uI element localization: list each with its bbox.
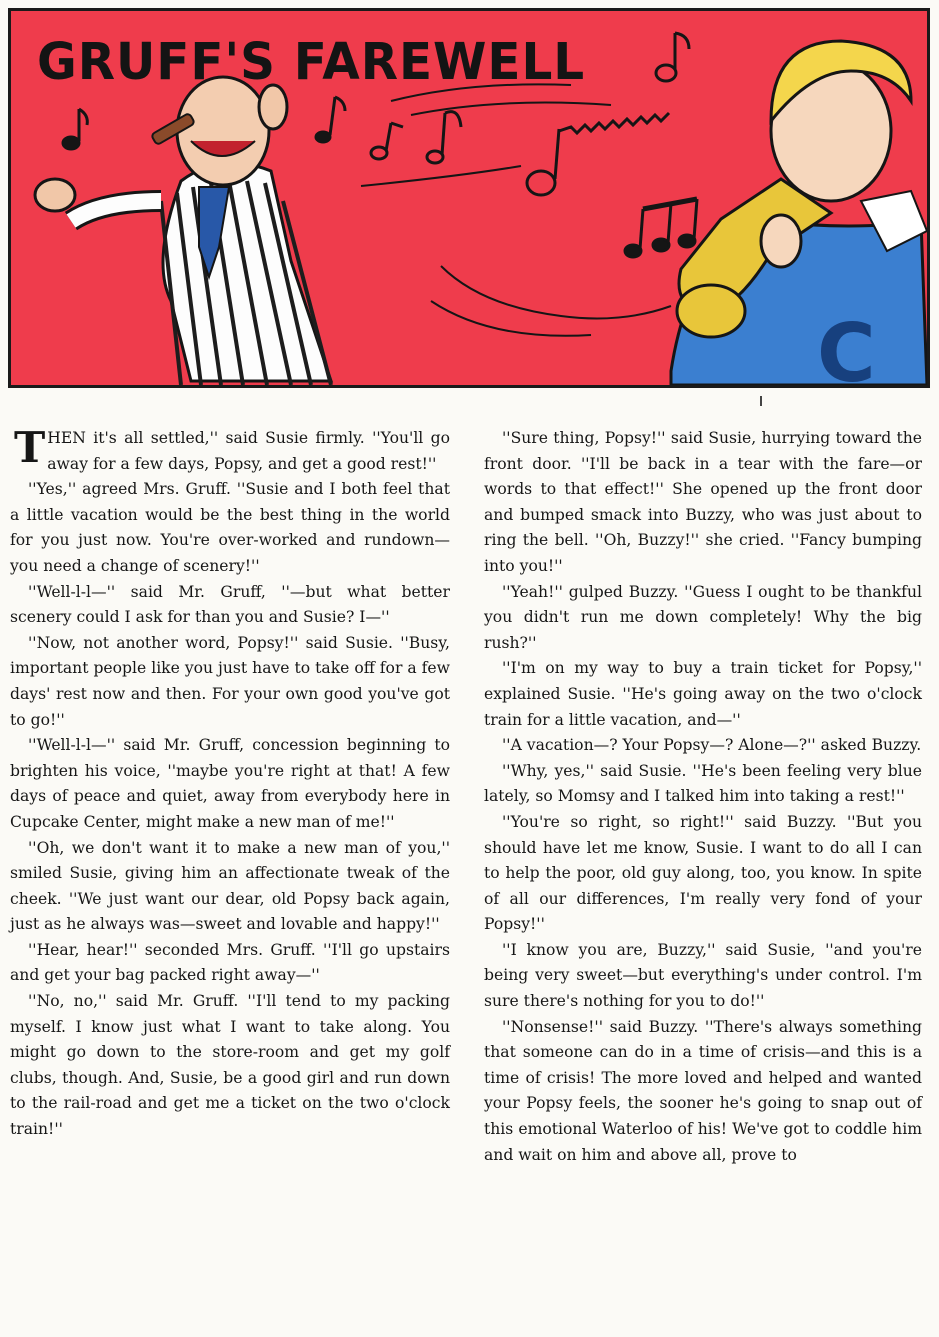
paragraph: ''Nonsense!'' said Buzzy. ''There's always something that someone can do in a time of crisis—and this is a time of crisis! The more loved and helped and wanted your Popsy feels, the sooner he's going to snap out of this emotional Waterloo of his! We've got to coddle him and wait on him and above all, prove to [484,1017,922,1164]
paragraph: ''Well-l-l—'' said Mr. Gruff, concession beginning to brighten his voice, ''maybe you're right at that! A few days of peace and quiet, away from everybody here in Cupcake Center, might make a new man of me!'' [10,736,450,831]
svg-text:C: C [817,307,876,385]
paragraph: THEN it's all settled,'' said Susie firmly. ''You'll go away for a few days, Popsy, and get a good rest!'' [14,423,450,473]
drop-cap: T [14,423,46,472]
music-note-icon [315,97,345,143]
music-note-icon [527,113,669,195]
story-text [0,423,939,1331]
music-note-icon [371,123,403,159]
page-mark [760,396,762,406]
paragraph: ''Yes,'' agreed Mrs. Gruff. ''Susie and I both feel that a little vacation would be the best thing in the world for you just now. You're over-worked and rundown—you need a change of scenery!'' [10,480,450,575]
paragraph: ''A vacation—? Your Popsy—? Alone—?'' asked Buzzy. [502,736,922,755]
buzzy-figure [671,41,927,385]
paragraph: ''Sure thing, Popsy!'' said Susie, hurrying toward the front door. ''I'll be back in a tear with the fare—or words to that effect!'' She opened up the front door and bumped smack into Buzzy, who was just about to ring the bell. ''Oh, Buzzy!'' she cried. ''Fancy bumping into you!'' [484,429,922,575]
paragraph: ''Hear, hear!'' seconded Mrs. Gruff. ''I'll go upstairs and get your bag packed right away—'' [10,940,450,985]
paragraph: ''Well-l-l—'' said Mr. Gruff, ''—but what better scenery could I ask for than you and Susie? I—'' [10,582,450,627]
paragraph: ''Why, yes,'' said Susie. ''He's been feeling very blue lately, so Momsy and I talked him into taking a rest!'' [484,761,922,806]
story-title: GRUFF'S FAREWELL [37,33,586,92]
paragraph: ''Now, not another word, Popsy!'' said Susie. ''Busy, important people like you just have to take off for a few days' rest now and then. For your own good you've got to go!'' [10,633,450,729]
text-column-right [484,426,922,1168]
music-note-icon [62,109,87,150]
paragraph: ''You're so right, so right!'' said Buzzy. ''But you should have let me know, Susie. I want to do all I can to help the poor, old guy along, too, you know. In spite of all our differences, I'm really very fond of your Popsy!'' [484,812,922,934]
music-note-icon [656,33,689,81]
music-note-icon [625,199,697,257]
text-column-left [10,423,450,1143]
paragraph: ''I'm on my way to buy a train ticket for Popsy,'' explained Susie. ''He's going away on the two o'clock train for a little vacation, and—'' [484,659,922,729]
paragraph: ''Oh, we don't want it to make a new man of you,'' smiled Susie, giving him an affectionate tweak of the cheek. ''We just want our dear, old Popsy back again, just as he always was—sweet and lovable and happy!'' [10,838,450,934]
paragraph: ''Yeah!'' gulped Buzzy. ''Guess I ought to be thankful you didn't run me down completely! Why the big rush?'' [484,582,922,652]
paragraph: ''No, no,'' said Mr. Gruff. ''I'll tend to my packing myself. I know just what I want to take along. You might go down to the store-room and get my golf clubs, though. And, Susie, be a good girl and run down to the rail-road and get me a ticket on the two o'clock train!'' [10,992,450,1139]
title-panel [8,8,930,388]
music-note-icon [427,112,461,163]
paragraph: ''I know you are, Buzzy,'' said Susie, ''and you're being very sweet—but everything's under control. I'm sure there's nothing for you to do!'' [484,940,922,1011]
